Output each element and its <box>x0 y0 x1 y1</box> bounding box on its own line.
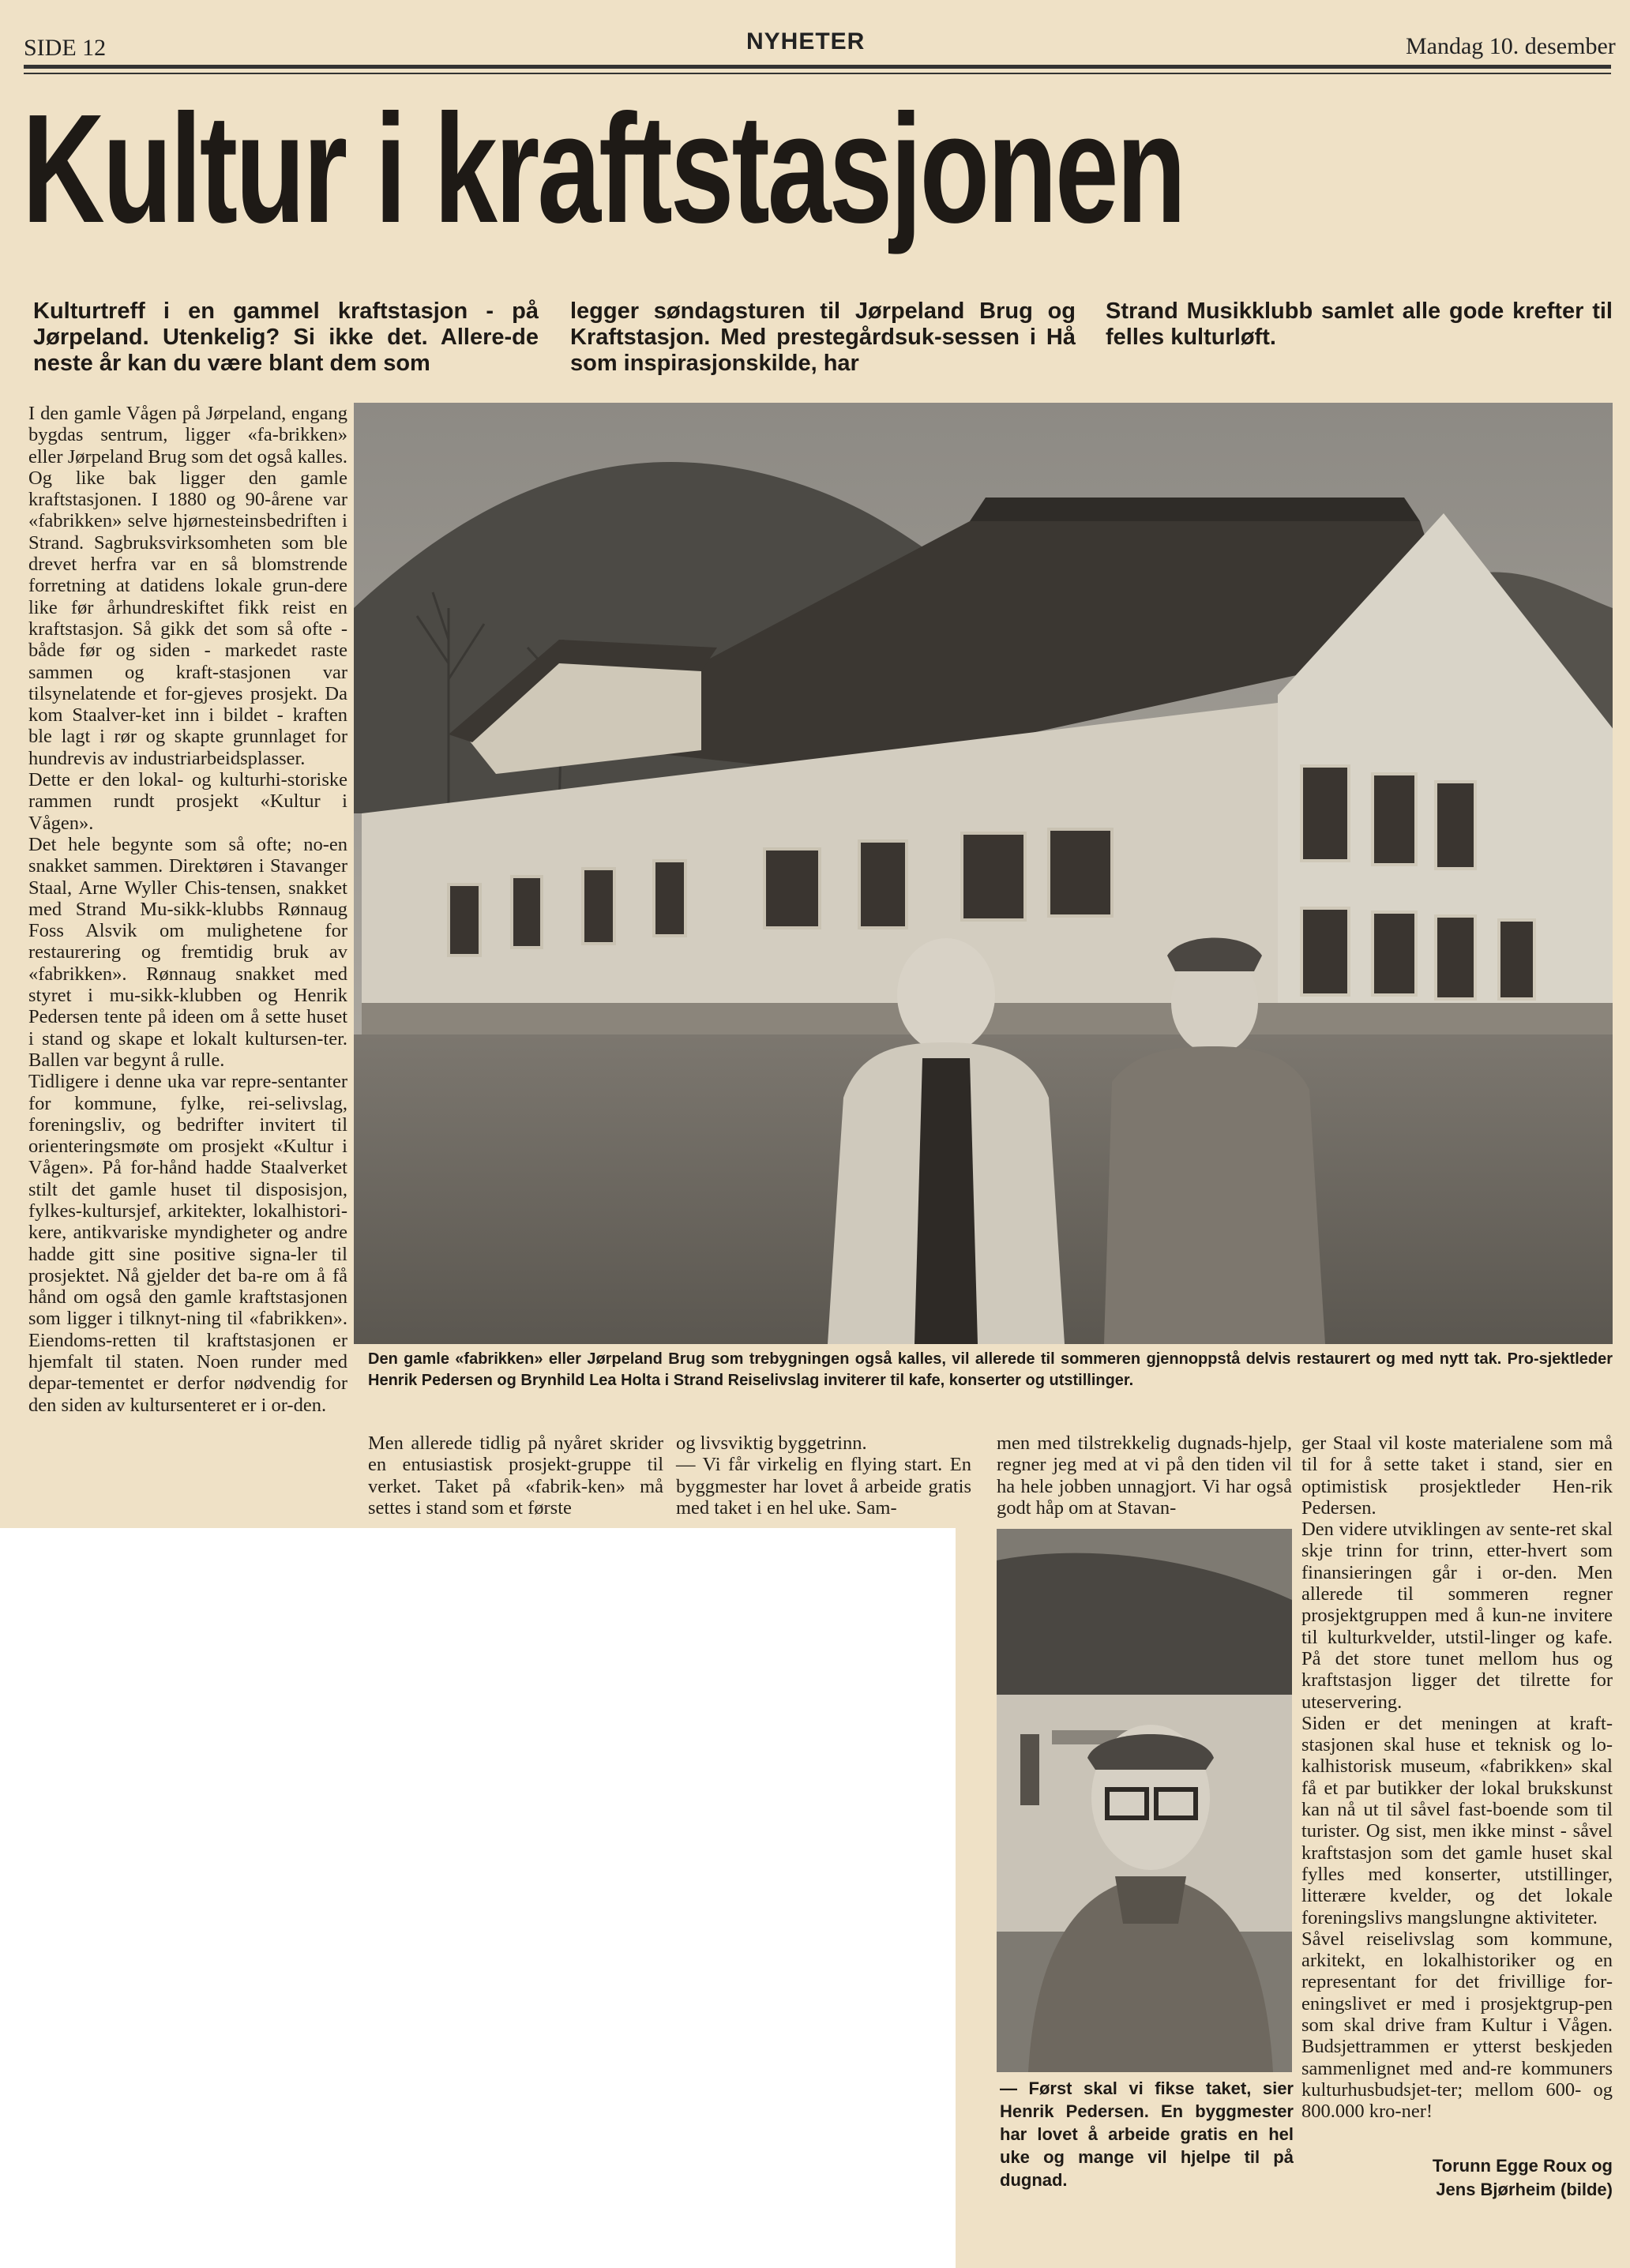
header-rule-thin <box>24 73 1611 74</box>
lead-col-2: legger søndagsturen til Jørpeland Brug og Kraftstasjon. Med prestegårdsuk-sessen i Hå som inspirasjonskilde, har <box>570 299 1076 376</box>
portrait-caption: — Først skal vi fikse taket, sier Henrik Pedersen. En byggmester har lovet å arbeide gratis en hel uke og mange vil hjelpe til på dugnad. <box>1000 2078 1294 2190</box>
lead-col-3: Strand Musikklubb samlet alle gode krefter til felles kulturløft. <box>1106 299 1613 350</box>
main-photo-building <box>354 403 1613 1344</box>
page-number: SIDE 12 <box>24 35 107 61</box>
issue-date: Mandag 10. desember <box>1406 33 1616 59</box>
main-photo-caption: Den gamle «fabrikken» eller Jørpeland Brug som trebygningen også kalles, vil allerede til sommeren gjennoppstå delvis restaurert og med nytt tak. Pro-sjektleder Henrik Pedersen og Brynhild Lea Holta i Strand Reiselivslag inviterer til kafe, konserter og utstillinger. <box>368 1350 1613 1389</box>
byline-author: Torunn Egge Roux og <box>1432 2156 1613 2176</box>
body-column-right: ger Staal vil koste materialene som må til for å sette taket i stand, sier en optimistisk prosjektleder Hen-rik Pedersen. Den videre utviklingen av sente-ret skal skje trinn for trinn, etter-hvert som finansieringen går i or-den. Men allerede til sommeren regner prosjektgruppen med å kun-ne invitere til kulturkvelder, utstil-linger og kafe. På det store tunet mellom hus og kraftstasjon ligger det tilrette for uteservering. Siden er det meningen at kraft-stasjonen skal huse et teknisk og lo-kalhistorisk museum, «fabrikken» skal få et par butikker der lokal brukskunst kan nå ut til såvel fast-boende som til turister. Og sist, men ikke minst - såvel kraftstasjon som det gamle huset skal fylles med konserter, utstillinger, litterære kvelder, og det lokale foreningslivs mangslungne aktiviteter. Såvel reiselivslag som kommune, arkitekt, en lokalhistoriker og en representant for det frivillige for-eningslivet er med i prosjektgrup-pen som skal drive fram Kultur i Vågen. Budsjettrammen er ytterst beskjeden sammenlignet med and-re kommuners kulturhusbudsjet-ter; mellom 600- og 800.000 kro-ner! <box>1301 1433 1613 2123</box>
header-rule <box>24 65 1611 69</box>
body-column-left: I den gamle Vågen på Jørpeland, engang bygdas sentrum, ligger «fa-brikken» eller Jørpeland Brug som det også kalles. Og like bak ligger den gamle kraftstasjonen. I 1880 og 90-årene var «fabrikken» selve hjørnesteinsbedriften i Strand. Sagbruksvirksomheten som ble drevet herfra var en så blomstrende forretning at datidens lokale grun-dere like før århundreskiftet fikk reist en kraftstasjon. Så gikk det som så ofte - både før og siden - markedet raste sammen og kraft-stasjonen var tilsynelatende et for-gjeves prosjekt. Da kom Staalver-ket inn i bildet - kraften ble lagt i rør og skapte grunnlaget for hundrevis av industriarbeidsplasser. Dette er den lokal- og kulturhi-storiske rammen rundt prosjekt «Kultur i Vågen». Det hele begynte som så ofte; no-en snakket sammen. Direktøren i Stavanger Staal, Arne Wyller Chis-tensen, snakket med Strand Mu-sikk-klubbs Rønnaug Foss Alsvik om mulighetene for restaurering og fremtidig bruk av «fabrikken». Rønnaug snakket med styret i mu-sikk-klubben og Henrik Pedersen tente på ideen om å sette huset i stand og skape et lokalt kultursen-ter. Ballen var begynt å rulle. Tidligere i denne uka var repre-sentanter for kommune, fylke, rei-selivslag, foreningsliv, og bedrifter invitert til orienteringsmøte om prosjekt «Kultur i Vågen». På for-hånd hadde Staalverket stilt det gamle huset til disposisjon, fylkes-kultursjef, arkitekter, lokalhistori-kere, antikvariske myndigheter og andre hadde gitt sine positive signa-ler til prosjektet. Nå gjelder det ba-re om å få hånd om også den gamle kraftstasjonen som ligger i tilknyt-ning til «fabrikken». Eiendoms-retten til kraftstasjonen er hjemfalt til staten. Noen runder med depar-tementet er derfor nødvendig for den siden av kultursenteret er i or-den. <box>28 403 347 1416</box>
body-column-3: og livsviktig byggetrinn. — Vi får virkelig en flying start. En byggmester har lovet å arbeide gratis med taket i en hel uke. Sam- <box>676 1433 971 1519</box>
byline <box>1343 2154 1613 2202</box>
portrait-photo-henrik <box>997 1529 1292 2072</box>
body-column-4: men med tilstrekkelig dugnads-hjelp, regner jeg med at vi på den tiden vil ha hele jobben unnagjort. Vi har også godt håp om at Stavan- <box>997 1433 1292 1519</box>
section-label: NYHETER <box>746 28 866 54</box>
byline-photographer: Jens Bjørheim (bilde) <box>1436 2180 1613 2199</box>
headline: Kultur i kraftstasjonen <box>22 82 1185 255</box>
lead-col-1: Kulturtreff i en gammel kraftstasjon - på Jørpeland. Utenkelig? Si ikke det. Allere-de neste år kan du være blant dem som <box>33 299 539 376</box>
body-column-2: Men allerede tidlig på nyåret skrider en entusiastisk prosjekt-gruppe til verket. Taket på «fabrik-ken» må settes i stand som et første <box>368 1433 663 1519</box>
